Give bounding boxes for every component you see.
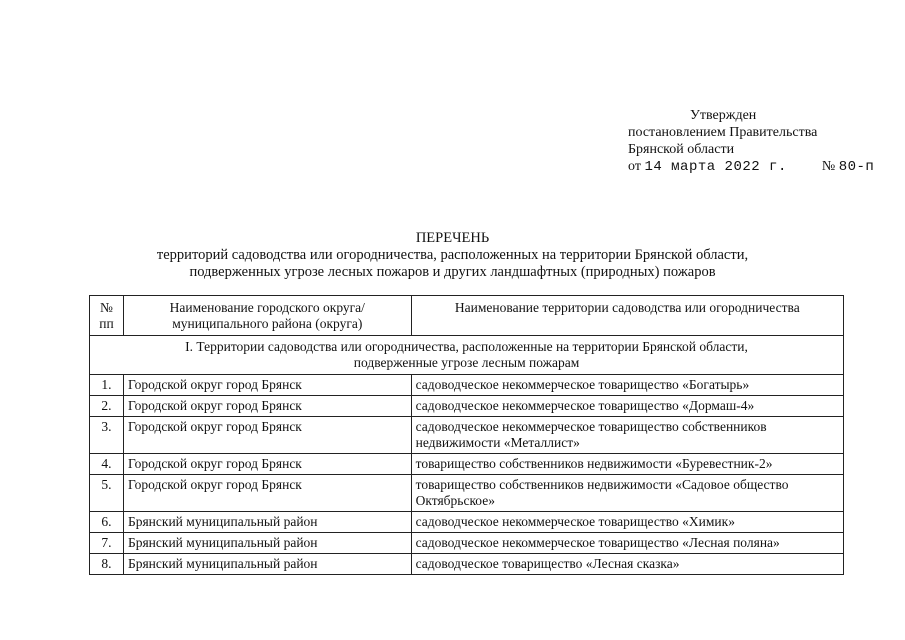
- table-row: [90, 454, 844, 475]
- row-district: Городской округ город Брянск: [123, 454, 411, 475]
- table-row: [90, 475, 844, 512]
- row-territory: садоводческое некоммерческое товарищество «Богатырь»: [411, 375, 843, 396]
- row-number: 1.: [90, 375, 124, 396]
- header-district: Наименование городского округа/ муниципального района (округа): [123, 296, 411, 336]
- row-district: Городской округ город Брянск: [123, 375, 411, 396]
- approval-number: 80-п: [838, 159, 875, 175]
- table-row: [90, 512, 844, 533]
- row-territory: садоводческое некоммерческое товарищество «Лесная поляна»: [411, 533, 843, 554]
- row-number: 8.: [90, 554, 124, 575]
- territories-table: [89, 295, 844, 575]
- approval-stamp: [628, 107, 888, 176]
- row-territory: садоводческое товарищество «Лесная сказка»: [411, 554, 843, 575]
- row-district: Брянский муниципальный район: [123, 533, 411, 554]
- row-district: Городской округ город Брянск: [123, 475, 411, 512]
- row-territory: товарищество собственников недвижимости «Буревестник-2»: [411, 454, 843, 475]
- header-number: № пп: [90, 296, 124, 336]
- row-number: 4.: [90, 454, 124, 475]
- approval-from-label: от: [628, 159, 641, 174]
- section-title: I. Территории садоводства или огородничества, расположенные на территории Брянской области, подверженные угрозе лесным пожарам: [90, 336, 844, 375]
- row-number: 7.: [90, 533, 124, 554]
- table-header-row: [90, 296, 844, 336]
- row-number: 6.: [90, 512, 124, 533]
- approval-date-line: [628, 158, 888, 176]
- row-district: Городской округ город Брянск: [123, 417, 411, 454]
- approval-line-region: Брянской области: [628, 142, 735, 157]
- document-subtitle-line2: подверженных угрозе лесных пожаров и других ландшафтных (природных) пожаров: [189, 264, 716, 280]
- row-territory: садоводческое некоммерческое товарищество «Химик»: [411, 512, 843, 533]
- section-row: [90, 336, 844, 375]
- header-territory: Наименование территории садоводства или огородничества: [411, 296, 843, 336]
- row-territory: товарищество собственников недвижимости «Садовое общество Октябрьское»: [411, 475, 843, 512]
- document-heading: [40, 230, 865, 281]
- table-row: [90, 396, 844, 417]
- row-district: Городской округ город Брянск: [123, 396, 411, 417]
- row-number: 2.: [90, 396, 124, 417]
- row-territory: садоводческое некоммерческое товарищество «Дормаш-4»: [411, 396, 843, 417]
- row-number: 5.: [90, 475, 124, 512]
- approval-line-resolution: постановлением Правительства: [628, 125, 818, 140]
- approval-number-label: №: [821, 159, 836, 174]
- row-district: Брянский муниципальный район: [123, 554, 411, 575]
- approval-title: Утвержден: [690, 108, 757, 123]
- document-title: ПЕРЕЧЕНЬ: [415, 230, 490, 246]
- table-row: [90, 554, 844, 575]
- document-subtitle-line1: территорий садоводства или огородничества, расположенных на территории Брянской области,: [156, 247, 749, 263]
- approval-date: 14 марта 2022 г.: [644, 159, 787, 175]
- table-row: [90, 417, 844, 454]
- table-row: [90, 533, 844, 554]
- row-district: Брянский муниципальный район: [123, 512, 411, 533]
- row-number: 3.: [90, 417, 124, 454]
- table-row: [90, 375, 844, 396]
- row-territory: садоводческое некоммерческое товарищество собственников недвижимости «Металлист»: [411, 417, 843, 454]
